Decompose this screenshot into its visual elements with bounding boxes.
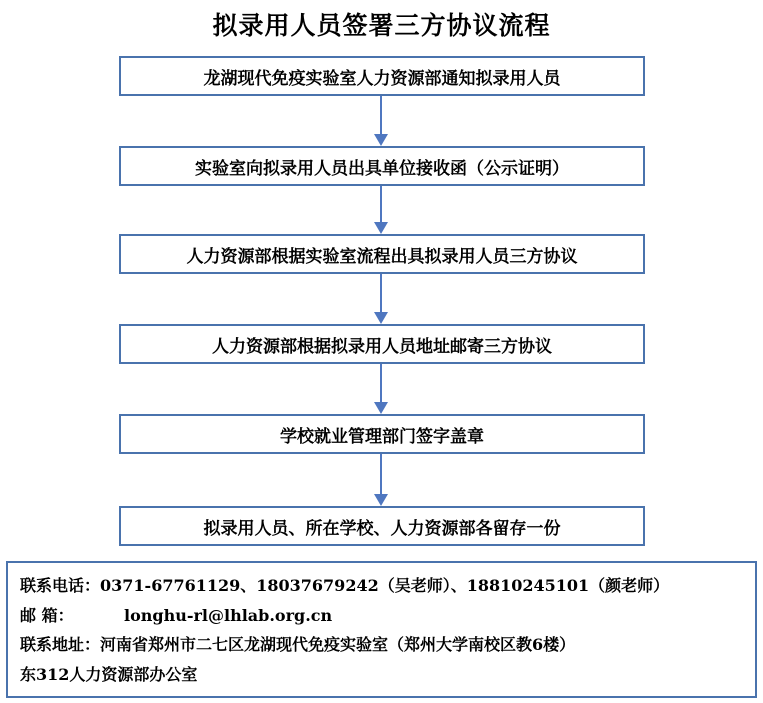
phone-label: 联系电话： xyxy=(20,576,101,595)
contact-address-row xyxy=(20,630,745,660)
diagram-title: 拟录用人员签署三方协议流程 xyxy=(212,11,551,40)
contact-phone-row xyxy=(20,571,745,601)
contact-email-row xyxy=(20,601,745,631)
phone-value: 0371-67761129、18037679242（吴老师）、18810245101（颜老师） xyxy=(100,576,670,595)
address-value-line1: 河南省郑州市二七区龙湖现代免疫实验室（郑州大学南校区教6楼） xyxy=(100,635,576,654)
contact-box xyxy=(6,561,757,698)
email-label: 邮 箱： xyxy=(20,605,74,625)
flow-arrow-4 xyxy=(373,364,389,414)
flow-step-2: 实验室向拟录用人员出具单位接收函（公示证明） xyxy=(119,146,645,186)
flow-step-5: 学校就业管理部门签字盖章 xyxy=(119,414,645,454)
address-label: 联系地址： xyxy=(20,635,101,654)
flow-arrow-1 xyxy=(373,96,389,146)
flow-arrow-2 xyxy=(373,186,389,234)
flow-step-3: 人力资源部根据实验室流程出具拟录用人员三方协议 xyxy=(119,234,645,274)
flow-arrow-5 xyxy=(373,454,389,506)
flow-step-1: 龙湖现代免疫实验室人力资源部通知拟录用人员 xyxy=(119,56,645,96)
flow-step-4: 人力资源部根据拟录用人员地址邮寄三方协议 xyxy=(119,324,645,364)
address-value-line2: 东312人力资源部办公室 xyxy=(20,664,198,684)
flow-arrow-3 xyxy=(373,274,389,324)
contact-address-row-2 xyxy=(20,660,745,690)
flow-step-6: 拟录用人员、所在学校、人力资源部各留存一份 xyxy=(119,506,645,546)
email-value: longhu-rl@lhlab.org.cn xyxy=(124,605,333,625)
